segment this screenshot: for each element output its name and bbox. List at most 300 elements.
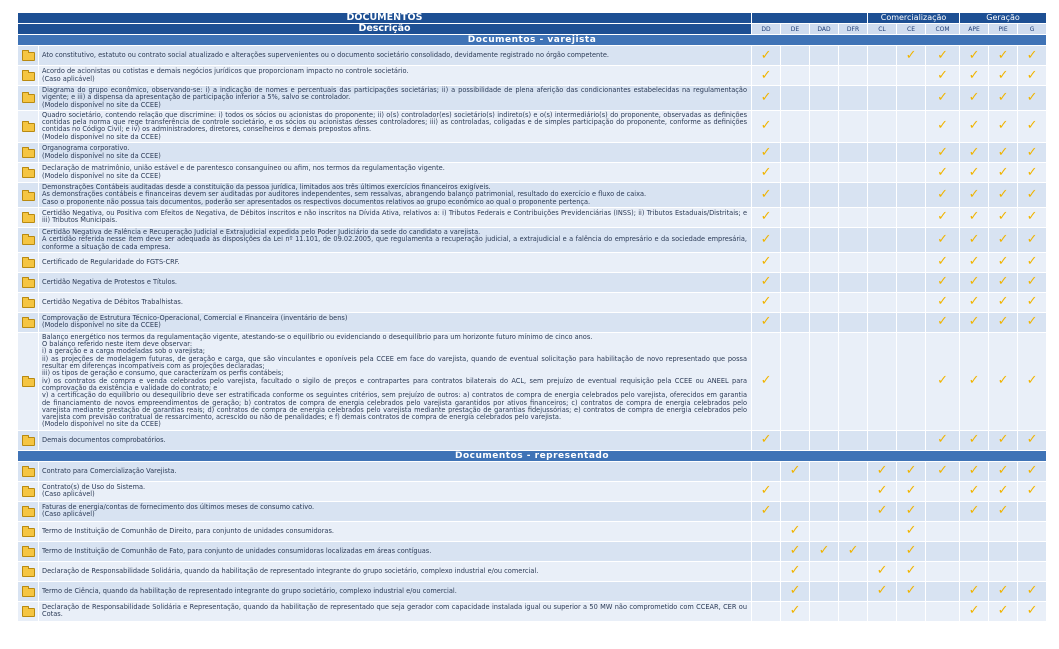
check-cell-ape: [960, 46, 989, 66]
check-cell-com: [926, 252, 960, 272]
col-pie: PIE: [989, 24, 1018, 35]
check-cell-com: [926, 272, 960, 292]
folder-icon-cell[interactable]: [18, 207, 39, 227]
check-icon: ✓: [905, 503, 917, 519]
check-cell-de: [781, 461, 810, 481]
check-cell-de: [781, 541, 810, 561]
check-cell-dd: [752, 272, 781, 292]
folder-icon-cell[interactable]: [18, 601, 39, 621]
check-cell-de: [781, 292, 810, 312]
check-icon: ✓: [905, 463, 917, 479]
folder-icon[interactable]: [22, 608, 35, 617]
check-icon: ✓: [997, 89, 1009, 105]
table-row: [18, 541, 1047, 561]
check-cell-ce: [897, 601, 926, 621]
check-cell-dfr: [839, 272, 868, 292]
check-cell-dfr: [839, 227, 868, 252]
check-cell-cl: [868, 207, 897, 227]
header-geracao: Geração: [960, 13, 1047, 24]
check-icon: ✓: [1026, 231, 1038, 247]
table-row: [18, 461, 1047, 481]
table-row: [18, 521, 1047, 541]
check-cell-dad: [810, 292, 839, 312]
check-icon: ✓: [905, 523, 917, 539]
col-cl: CL: [868, 24, 897, 35]
check-cell-ce: [897, 292, 926, 312]
check-cell-ape: [960, 332, 989, 430]
col-ce: CE: [897, 24, 926, 35]
check-cell-g: [1018, 86, 1047, 111]
check-cell-de: [781, 561, 810, 581]
check-cell-cl: [868, 561, 897, 581]
check-cell-dfr: [839, 601, 868, 621]
check-cell-de: [781, 430, 810, 450]
check-icon: ✓: [937, 463, 948, 479]
check-icon: ✓: [1026, 432, 1038, 448]
table-row: [18, 207, 1047, 227]
check-cell-com: [926, 561, 960, 581]
document-description: Certidão Negativa de Protestos e Títulos.: [39, 272, 752, 292]
folder-icon[interactable]: [22, 169, 35, 178]
check-cell-dfr: [839, 581, 868, 601]
folder-icon[interactable]: [22, 588, 35, 597]
check-icon: ✓: [876, 503, 888, 519]
check-cell-ape: [960, 163, 989, 183]
check-cell-dad: [810, 501, 839, 521]
table-row: [18, 66, 1047, 86]
check-icon: ✓: [760, 231, 772, 247]
check-cell-dfr: [839, 292, 868, 312]
check-cell-dad: [810, 207, 839, 227]
check-cell-pie: [989, 312, 1018, 332]
folder-icon[interactable]: [22, 94, 35, 103]
col-dd: DD: [752, 24, 781, 35]
check-cell-dd: [752, 227, 781, 252]
check-cell-ape: [960, 312, 989, 332]
check-cell-dfr: [839, 312, 868, 332]
document-description: Certidão Negativa de Falência e Recuperação Judicial e Extrajudicial expedida pelo Poder Judiciário da sede do candidato a varejista. A certidão referida nesse item deve ser adequada às disposições da Lei nº 11.101, de 09.02.2005, que regulamenta a recuperação judicial, a extrajudicial e a falência do empresário e da sociedade empresária, conforme a situação de cada empresa.: [39, 227, 752, 252]
check-cell-dfr: [839, 561, 868, 581]
check-icon: ✓: [937, 254, 948, 270]
check-cell-de: [781, 272, 810, 292]
check-cell-ape: [960, 207, 989, 227]
documents-body: [18, 35, 1047, 622]
check-icon: ✓: [997, 274, 1009, 290]
check-cell-dd: [752, 207, 781, 227]
check-cell-ce: [897, 272, 926, 292]
check-cell-ape: [960, 292, 989, 312]
check-cell-ape: [960, 272, 989, 292]
check-icon: ✓: [937, 314, 948, 330]
check-cell-dad: [810, 601, 839, 621]
check-cell-ape: [960, 601, 989, 621]
folder-icon-cell[interactable]: [18, 332, 39, 430]
check-cell-cl: [868, 143, 897, 163]
folder-icon[interactable]: [22, 468, 35, 477]
col-de: DE: [781, 24, 810, 35]
check-cell-ape: [960, 561, 989, 581]
check-icon: ✓: [937, 274, 948, 290]
check-cell-de: [781, 332, 810, 430]
check-cell-g: [1018, 143, 1047, 163]
table-row: [18, 110, 1047, 142]
check-icon: ✓: [1026, 603, 1038, 619]
check-icon: ✓: [937, 89, 948, 105]
folder-icon[interactable]: [22, 488, 35, 497]
check-icon: ✓: [760, 432, 772, 448]
check-icon: ✓: [997, 164, 1009, 180]
check-cell-ape: [960, 581, 989, 601]
document-description: Contrato para Comercialização Varejista.: [39, 461, 752, 481]
check-cell-g: [1018, 292, 1047, 312]
folder-icon[interactable]: [22, 299, 35, 308]
folder-icon[interactable]: [22, 123, 35, 132]
check-icon: ✓: [760, 89, 772, 105]
col-g: G: [1018, 24, 1047, 35]
table-row: [18, 481, 1047, 501]
table-row: [18, 163, 1047, 183]
check-cell-de: [781, 207, 810, 227]
check-cell-dfr: [839, 46, 868, 66]
check-icon: ✓: [905, 543, 917, 559]
header-comercializacao: Comercialização: [868, 13, 960, 24]
folder-icon-cell[interactable]: [18, 292, 39, 312]
check-icon: ✓: [1026, 373, 1038, 389]
check-cell-dd: [752, 541, 781, 561]
check-icon: ✓: [968, 67, 980, 83]
check-cell-pie: [989, 292, 1018, 312]
check-cell-de: [781, 46, 810, 66]
check-cell-ape: [960, 66, 989, 86]
document-description: Acordo de acionistas ou cotistas e demais negócios jurídicos que proporcionam impacto no controle societário. (Caso aplicável): [39, 66, 752, 86]
check-icon: ✓: [968, 294, 980, 310]
check-cell-de: [781, 66, 810, 86]
folder-icon-cell[interactable]: [18, 252, 39, 272]
check-cell-dad: [810, 561, 839, 581]
check-icon: ✓: [937, 432, 948, 448]
check-icon: ✓: [968, 187, 980, 203]
document-description: Contrato(s) de Uso do Sistema. (Caso aplicável): [39, 481, 752, 501]
check-icon: ✓: [760, 187, 772, 203]
check-icon: ✓: [1026, 47, 1038, 63]
check-cell-pie: [989, 332, 1018, 430]
check-cell-dd: [752, 143, 781, 163]
check-cell-pie: [989, 46, 1018, 66]
folder-icon-cell[interactable]: [18, 272, 39, 292]
check-cell-dfr: [839, 481, 868, 501]
check-icon: ✓: [937, 294, 948, 310]
check-cell-ce: [897, 332, 926, 430]
check-cell-pie: [989, 143, 1018, 163]
check-cell-dfr: [839, 252, 868, 272]
check-icon: ✓: [847, 543, 859, 559]
check-cell-ape: [960, 430, 989, 450]
check-cell-dad: [810, 481, 839, 501]
check-icon: ✓: [876, 583, 888, 599]
check-cell-dfr: [839, 541, 868, 561]
check-cell-cl: [868, 86, 897, 111]
check-icon: ✓: [937, 373, 948, 389]
folder-icon[interactable]: [22, 528, 35, 537]
check-cell-ce: [897, 481, 926, 501]
check-cell-dd: [752, 86, 781, 111]
folder-icon[interactable]: [22, 548, 35, 557]
check-cell-dd: [752, 601, 781, 621]
check-cell-cl: [868, 110, 897, 142]
check-cell-ape: [960, 481, 989, 501]
check-icon: ✓: [760, 373, 772, 389]
check-cell-g: [1018, 332, 1047, 430]
check-cell-dd: [752, 66, 781, 86]
check-cell-ape: [960, 86, 989, 111]
folder-icon-cell[interactable]: [18, 561, 39, 581]
check-icon: ✓: [937, 187, 948, 203]
check-cell-ape: [960, 227, 989, 252]
check-icon: ✓: [968, 373, 980, 389]
folder-icon[interactable]: [22, 508, 35, 517]
check-cell-com: [926, 207, 960, 227]
check-cell-dad: [810, 521, 839, 541]
document-description: Termo de Instituição de Comunhão de Direito, para conjunto de unidades consumidoras.: [39, 521, 752, 541]
check-icon: ✓: [937, 118, 948, 134]
check-icon: ✓: [968, 432, 980, 448]
check-cell-pie: [989, 252, 1018, 272]
check-cell-dfr: [839, 521, 868, 541]
document-description: Declaração de Responsabilidade Solidária, quando da habilitação de representado integrante do grupo societário, complexo industrial e/ou comercial.: [39, 561, 752, 581]
check-cell-com: [926, 292, 960, 312]
check-icon: ✓: [997, 583, 1009, 599]
folder-icon-cell[interactable]: [18, 461, 39, 481]
check-cell-pie: [989, 481, 1018, 501]
check-icon: ✓: [997, 67, 1009, 83]
check-cell-dd: [752, 501, 781, 521]
folder-icon-cell[interactable]: [18, 227, 39, 252]
check-cell-dd: [752, 332, 781, 430]
check-icon: ✓: [760, 209, 772, 225]
folder-icon-cell[interactable]: [18, 581, 39, 601]
check-cell-pie: [989, 163, 1018, 183]
check-icon: ✓: [968, 314, 980, 330]
table-row: [18, 227, 1047, 252]
folder-icon[interactable]: [22, 437, 35, 446]
check-cell-g: [1018, 163, 1047, 183]
check-icon: ✓: [760, 314, 772, 330]
document-description: Quadro societário, contendo relação que discrimine: i) todos os sócios ou acionistas do proponente; ii) o(s) controlador(es) societário(s) indireto(s) e o(s) intermediário(s) do proponente, observadas as definições contidas pela norma que rege transferência de controle societário, e os sócios ou acionistas desses controladores; iii) as controladas, coligadas e de simples participação do proponente, conforme as definições contidas no Código Civil; e iv) os administradores, diretores, conselheiros e demais prepostos afins. (Modelo disponível no site da CCEE): [39, 110, 752, 142]
check-icon: ✓: [997, 603, 1009, 619]
check-icon: ✓: [968, 164, 980, 180]
check-icon: ✓: [997, 373, 1009, 389]
table-row: [18, 252, 1047, 272]
check-icon: ✓: [1026, 463, 1038, 479]
check-icon: ✓: [1026, 187, 1038, 203]
check-cell-dd: [752, 252, 781, 272]
check-icon: ✓: [968, 89, 980, 105]
folder-icon-cell[interactable]: [18, 430, 39, 450]
check-cell-dfr: [839, 501, 868, 521]
folder-icon-cell[interactable]: [18, 86, 39, 111]
check-cell-de: [781, 481, 810, 501]
check-icon: ✓: [968, 603, 980, 619]
check-icon: ✓: [997, 503, 1009, 519]
check-cell-g: [1018, 481, 1047, 501]
check-cell-ape: [960, 110, 989, 142]
check-cell-ape: [960, 461, 989, 481]
folder-icon[interactable]: [22, 52, 35, 61]
table-row: [18, 312, 1047, 332]
check-icon: ✓: [968, 47, 980, 63]
folder-icon-cell[interactable]: [18, 481, 39, 501]
check-cell-dad: [810, 312, 839, 332]
check-cell-com: [926, 66, 960, 86]
check-cell-dad: [810, 272, 839, 292]
check-cell-cl: [868, 581, 897, 601]
check-cell-com: [926, 601, 960, 621]
check-cell-com: [926, 312, 960, 332]
table-row: [18, 601, 1047, 621]
check-cell-dfr: [839, 86, 868, 111]
check-cell-cl: [868, 227, 897, 252]
check-icon: ✓: [1026, 294, 1038, 310]
check-icon: ✓: [1026, 164, 1038, 180]
check-cell-g: [1018, 461, 1047, 481]
check-icon: ✓: [1026, 209, 1038, 225]
check-icon: ✓: [968, 231, 980, 247]
check-icon: ✓: [937, 47, 948, 63]
check-icon: ✓: [905, 583, 917, 599]
check-cell-pie: [989, 227, 1018, 252]
check-icon: ✓: [789, 543, 801, 559]
check-cell-g: [1018, 183, 1047, 208]
folder-icon[interactable]: [22, 214, 35, 223]
check-icon: ✓: [1026, 118, 1038, 134]
document-description: Certidão Negativa de Débitos Trabalhistas.: [39, 292, 752, 312]
folder-icon[interactable]: [22, 149, 35, 158]
check-cell-dad: [810, 541, 839, 561]
folder-icon-cell[interactable]: [18, 66, 39, 86]
folder-icon[interactable]: [22, 192, 35, 201]
check-cell-dad: [810, 66, 839, 86]
check-cell-g: [1018, 521, 1047, 541]
check-icon: ✓: [997, 231, 1009, 247]
check-cell-ce: [897, 207, 926, 227]
check-cell-g: [1018, 541, 1047, 561]
document-description: Demais documentos comprobatórios.: [39, 430, 752, 450]
check-cell-g: [1018, 46, 1047, 66]
col-dad: DAD: [810, 24, 839, 35]
folder-icon-cell[interactable]: [18, 312, 39, 332]
check-cell-ce: [897, 227, 926, 252]
col-com: COM: [926, 24, 960, 35]
check-cell-pie: [989, 601, 1018, 621]
check-cell-pie: [989, 561, 1018, 581]
folder-icon[interactable]: [22, 319, 35, 328]
check-cell-pie: [989, 501, 1018, 521]
check-icon: ✓: [997, 432, 1009, 448]
check-icon: ✓: [968, 209, 980, 225]
check-cell-g: [1018, 110, 1047, 142]
check-icon: ✓: [1026, 67, 1038, 83]
col-dfr: DFR: [839, 24, 868, 35]
check-cell-com: [926, 581, 960, 601]
check-cell-dad: [810, 86, 839, 111]
check-cell-dd: [752, 521, 781, 541]
folder-icon-cell[interactable]: [18, 501, 39, 521]
check-icon: ✓: [997, 144, 1009, 160]
check-cell-cl: [868, 332, 897, 430]
check-icon: ✓: [937, 209, 948, 225]
check-cell-pie: [989, 207, 1018, 227]
check-cell-cl: [868, 252, 897, 272]
folder-icon[interactable]: [22, 279, 35, 288]
check-cell-g: [1018, 207, 1047, 227]
check-cell-ce: [897, 501, 926, 521]
check-cell-com: [926, 183, 960, 208]
folder-icon[interactable]: [22, 378, 35, 387]
document-description: Declaração de matrimônio, união estável e de parentesco consanguíneo ou afim, nos termos da regulamentação vigente. (Modelo disponível no site da CCEE): [39, 163, 752, 183]
folder-icon-cell[interactable]: [18, 110, 39, 142]
check-cell-com: [926, 46, 960, 66]
folder-icon[interactable]: [22, 236, 35, 245]
check-icon: ✓: [937, 144, 948, 160]
section-header: [18, 35, 1047, 46]
check-cell-de: [781, 312, 810, 332]
check-cell-dfr: [839, 143, 868, 163]
check-cell-dad: [810, 252, 839, 272]
folder-icon-cell[interactable]: [18, 163, 39, 183]
table-row: [18, 292, 1047, 312]
check-cell-cl: [868, 163, 897, 183]
folder-icon-cell[interactable]: [18, 46, 39, 66]
check-cell-g: [1018, 252, 1047, 272]
document-description: Diagrama do grupo econômico, observando-se: i) a indicação de nomes e percentuais das participações societárias; ii) a possibilidade de plena aferição das condicionantes estabelecidas na regulamentação vigente; e iii) a dispensa da apresentação de participação inferior a 5%, salvo se controlador. (Modelo disponível no site da CCEE): [39, 86, 752, 111]
check-cell-de: [781, 86, 810, 111]
check-cell-dfr: [839, 207, 868, 227]
check-icon: ✓: [760, 503, 772, 519]
folder-icon[interactable]: [22, 568, 35, 577]
document-description: Demonstrações Contábeis auditadas desde a constituição da pessoa jurídica, limitados aos três últimos exercícios financeiros exigíveis. As demonstrações contábeis e financeiras devem ser auditadas por auditores independentes, sem ressalvas, abrangendo balanço patrimonial, resultado do exercício e fluxo de caixa. Caso o proponente não possua tais documentos, poderão ser apresentados os respectivos documentos relativos ao grupo econômico ao qual o proponente pertença.: [39, 183, 752, 208]
folder-icon[interactable]: [22, 72, 35, 81]
check-icon: ✓: [760, 118, 772, 134]
check-icon: ✓: [997, 118, 1009, 134]
check-icon: ✓: [905, 47, 917, 63]
check-cell-cl: [868, 501, 897, 521]
check-icon: ✓: [760, 274, 772, 290]
check-cell-pie: [989, 183, 1018, 208]
folder-icon[interactable]: [22, 259, 35, 268]
document-description: Balanço energético nos termos da regulamentação vigente, atestando-se o equilíbrio ou evidenciando o desequilíbrio para um horizonte futuro mínimo de cinco anos. O balanço referido neste item deve observar: i) a geração e a carga modeladas sob o varejista; ii) as projeções de modelagem futuras, de geração e carga, que são vinculantes e oponíveis pela CCEE em face do varejista, quando de eventual solicitação para habilitação de novo representado que possa resultar em diferenças incompatíveis com as projeções declaradas; iii) os tipos de geração e consumo, que caracterizam os perfis contábeis; iv) os contratos de compra e venda celebrados pelo varejista, facultado o sigilo de preços e contrapartes para contratos bilaterais do ACL, sem prejuízo de eventual requisição pela CCEE ou ANEEL para comprovação da existência e validade do contrato; e v) a certificação do equilíbrio ou desequilíbrio deve ser estratificada conforme os seguintes critérios, sem prejuízo de outros: a) contratos de compra de energia celebrados pelo varejista, oferecidos em garantia de financiamento de novos empreendimentos de geração; b) contratos de compra de energia celebrados pelo varejista garantidos por ativos financeiros; c) contratos de compra de energia celebrados pelo varejista mediante prestação de garantias reais; d) contratos de compra de energia celebrados pelo varejista mediante prestação de garantias fidejussórias; e) contratos de compra de energia celebrados pelo varejista com previsão contratual de ressarcimento, acrescido ou não de penalidades; e f) demais contratos de compra de energia celebrados pelo varejista. (Modelo disponível no site da CCEE): [39, 332, 752, 430]
check-icon: ✓: [1026, 583, 1038, 599]
check-cell-dd: [752, 110, 781, 142]
document-description: Faturas de energia/contas de fornecimento dos últimos meses de consumo cativo. (Caso aplicável): [39, 501, 752, 521]
check-cell-ce: [897, 163, 926, 183]
table-row: [18, 86, 1047, 111]
document-description: Certificado de Regularidade do FGTS-CRF.: [39, 252, 752, 272]
table-row: [18, 430, 1047, 450]
table-row: [18, 581, 1047, 601]
folder-icon-cell[interactable]: [18, 521, 39, 541]
check-icon: ✓: [997, 463, 1009, 479]
check-cell-dad: [810, 332, 839, 430]
check-cell-ape: [960, 183, 989, 208]
folder-icon-cell[interactable]: [18, 143, 39, 163]
check-icon: ✓: [876, 563, 888, 579]
check-icon: ✓: [789, 583, 801, 599]
check-cell-dd: [752, 292, 781, 312]
table-row: [18, 501, 1047, 521]
check-icon: ✓: [968, 483, 980, 499]
folder-icon-cell[interactable]: [18, 183, 39, 208]
folder-icon-cell[interactable]: [18, 541, 39, 561]
